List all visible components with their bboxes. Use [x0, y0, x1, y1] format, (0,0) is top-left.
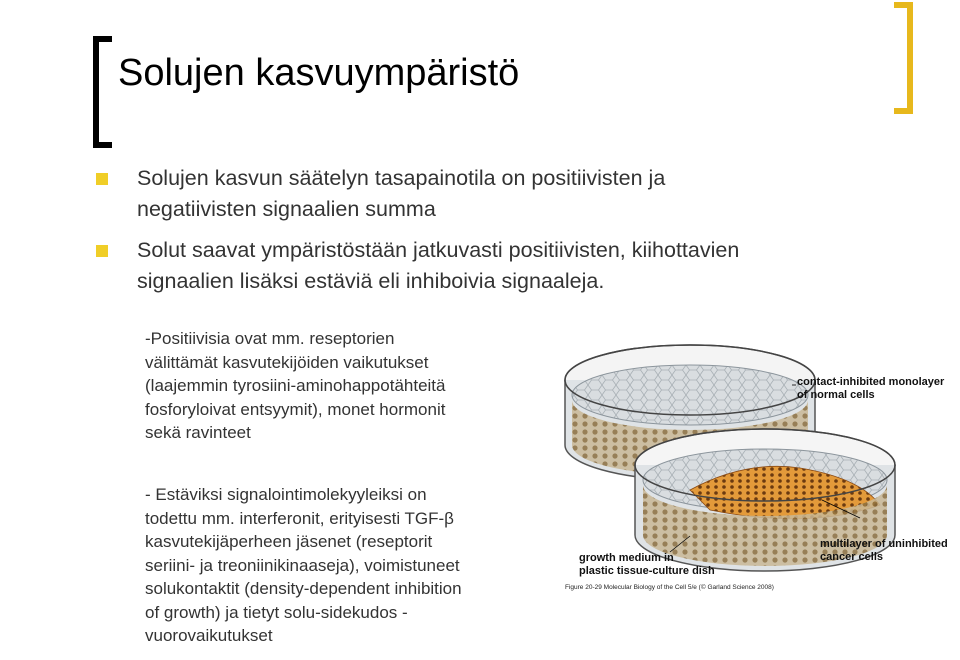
slide-title: Solujen kasvuympäristö [118, 52, 520, 94]
bullet-text [137, 163, 857, 225]
positive-signals-paragraph [145, 327, 445, 445]
paragraph-line: -Positiivisia ovat mm. reseptorien [145, 329, 395, 348]
bullet-line: Solut saavat ympäristöstään jatkuvasti positiivisten, kiihottavien [137, 238, 740, 262]
paragraph-line: fosforyloivat entsyymit), monet hormonit [145, 399, 446, 419]
bullet-text [137, 235, 857, 297]
bullet-line: signaalien lisäksi estäviä eli inhiboivia signaaleja. [137, 269, 605, 293]
label-line: growth medium in [579, 552, 674, 564]
multilayer-label [820, 538, 948, 564]
bullet-line: negatiivisten signaalien summa [137, 197, 436, 221]
growth-medium-label [579, 552, 715, 578]
label-line: of normal cells [797, 389, 875, 401]
label-line: cancer cells [820, 551, 883, 563]
square-bullet-icon [96, 173, 108, 185]
paragraph-line: sekä ravinteet [145, 423, 251, 442]
paragraph-line: välittämät kasvutekijöiden vaikutukset [145, 352, 429, 372]
monolayer-label [797, 376, 944, 402]
figure-caption: Figure 20-29 Molecular Biology of the Cell 5/e (© Garland Science 2008) [565, 584, 774, 591]
inhibitory-signals-paragraph [145, 483, 462, 648]
label-line: plastic tissue-culture dish [579, 565, 715, 577]
label-line: contact-inhibited monolayer [797, 376, 945, 388]
paragraph-line: solukontaktit (density-dependent inhibition [145, 579, 462, 598]
paragraph-line: of growth) ja tietyt solu-sidekudos - [145, 602, 408, 622]
paragraph-line: seriini- ja treoniinikinaaseja), voimistuneet [145, 555, 460, 575]
left-bracket-decoration [92, 36, 114, 148]
paragraph-line: - Estäviksi signalointimolekyyleiksi on [145, 485, 427, 504]
right-bracket-decoration [892, 2, 914, 114]
paragraph-line: (laajemmin tyrosiini-aminohappotähteitä [145, 376, 446, 395]
paragraph-line: kasvutekijäperheen jäsenet (reseptorit [145, 532, 433, 551]
square-bullet-icon [96, 245, 108, 257]
label-line: multilayer of uninhibited [820, 538, 948, 550]
paragraph-line: vuorovaikutukset [145, 626, 273, 645]
bullet-line: Solujen kasvun säätelyn tasapainotila on positiivisten ja [137, 166, 666, 190]
paragraph-line: todettu mm. interferonit, erityisesti TGF-β [145, 508, 454, 528]
